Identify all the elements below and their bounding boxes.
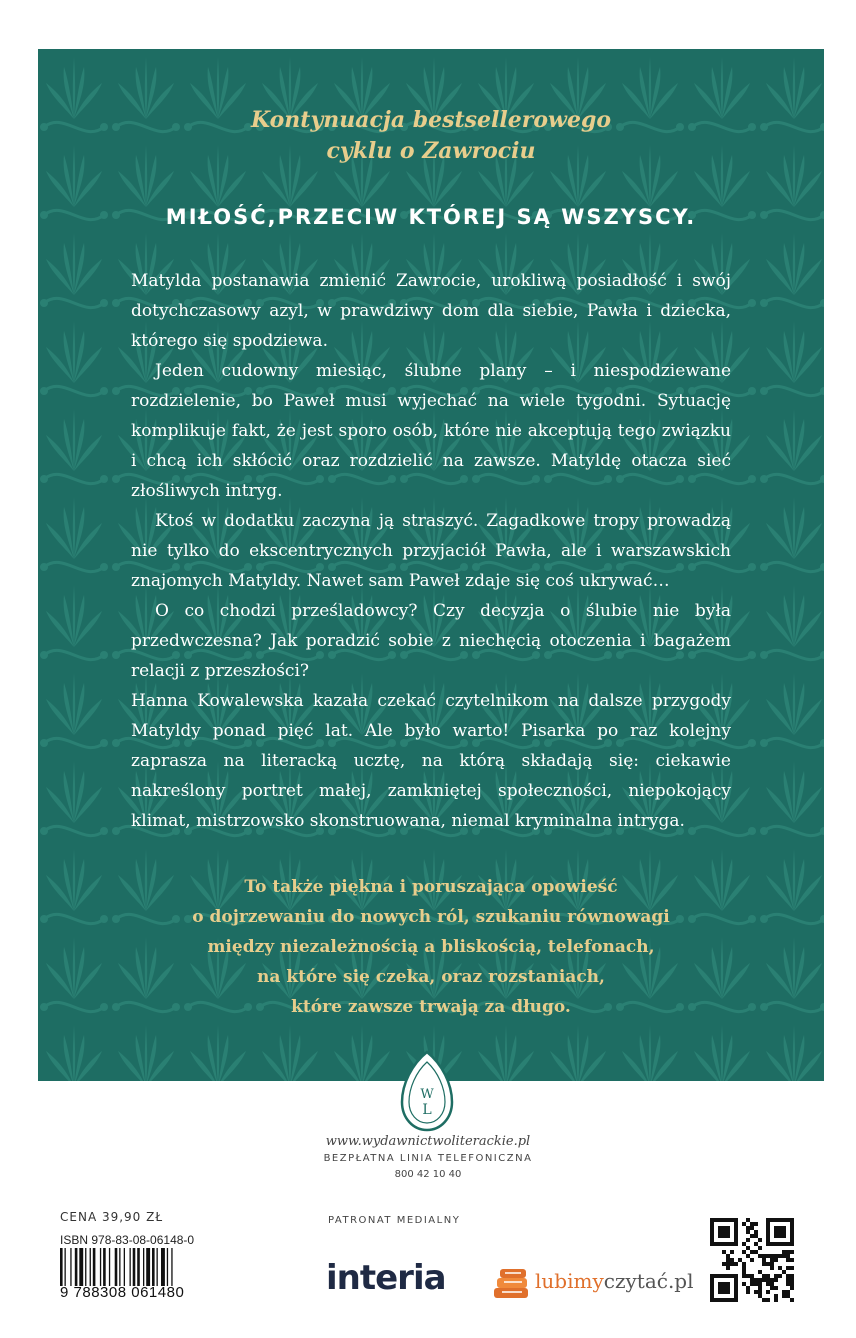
- synopsis-paragraph-2: Jeden cudowny miesiąc, ślubne plany – i niespodziewane rozdzielenie, bo Paweł musi wyjechać na wiele tygodni. Sytuację komplikuje fakt, że jest sporo osób, które nie akceptują tego związku i chcą ich skłócić oraz rozdzielić na zawsze. Matyldę otacza sieć złośliwych intryg.: [131, 361, 731, 501]
- synopsis: [131, 266, 731, 686]
- barcode-digits: 9 788308 061480: [60, 1284, 185, 1301]
- czytac-text: czytać.pl: [603, 1269, 694, 1293]
- cover-panel: [38, 49, 824, 1081]
- isbn-label: ISBN 978-83-08-06148-0: [60, 1233, 195, 1247]
- lubimyczytac-logo: [535, 1269, 694, 1293]
- interia-logo: [326, 1258, 446, 1298]
- synopsis-paragraph-1: Matylda postanawia zmienić Zawrocie, urokliwą posiadłość i swój dotychczasowy azyl, w prawdziwy dom dla siebie, Pawła i dziecka, którego się spodziewa.: [131, 271, 731, 351]
- wl-publisher-logo-icon: [398, 1050, 456, 1132]
- tagline-line-2: cyklu o Zawrociu: [326, 138, 536, 164]
- closing-line-1: To także piękna i poruszająca opowieść: [244, 877, 618, 897]
- qr-code-icon[interactable]: [710, 1218, 794, 1302]
- hotline-label: BEZPŁATNA LINIA TELEFONICZNA: [323, 1153, 533, 1164]
- svg-text:W: W: [420, 1087, 434, 1102]
- author-paragraph: Hanna Kowalewska kazała czekać czytelnikom na dalsze przygody Matyldy ponad pięć lat. Ale było warto! Pisarka po raz kolejny zaprasza na literacką ucztę, na którą składają się: ciekawie nakreślony portret małej, zamkniętej społeczności, niepokojący klimat, mistrzowsko skonstruowana, niemal kryminalna intryga.: [131, 691, 731, 831]
- author-note: [131, 686, 731, 836]
- closing-line-5: które zawsze trwają za długo.: [291, 997, 571, 1017]
- synopsis-paragraph-4: O co chodzi prześladowcy? Czy decyzja o ślubie nie była przedwczesna? Jak poradzić sobie z niechęcią otoczenia i bagażem relacji z przeszłości?: [131, 601, 731, 681]
- price-label: CENA 39,90 ZŁ: [60, 1210, 164, 1224]
- slogan: MIŁOŚĆ,PRZECIW KTÓREJ SĄ WSZYSCY.: [165, 205, 697, 229]
- closing-line-3: między niezależnością a bliskością, telefonach,: [207, 937, 655, 957]
- books-stack-icon: [492, 1266, 532, 1302]
- closing-line-2: o dojrzewaniu do nowych ról, szukaniu równowagi: [192, 907, 670, 927]
- synopsis-paragraph-3: Ktoś w dodatku zaczyna ją straszyć. Zagadkowe tropy prowadzą nie tylko do ekscentrycznych przyjaciół Pawła, ale i warszawskich znajomych Matyldy. Nawet sam Paweł zdaje się coś ukrywać…: [131, 511, 731, 591]
- closing-line-4: na które się czeka, oraz rozstaniach,: [257, 967, 605, 987]
- publisher-website[interactable]: www.wydawnictwoliterackie.pl: [325, 1134, 531, 1149]
- hotline-phone: 800 42 10 40: [394, 1169, 462, 1180]
- barcode-icon: [58, 1248, 228, 1286]
- tagline-line-1: Kontynuacja bestsellerowego: [250, 107, 612, 133]
- interia-logo-text: interia: [326, 1258, 446, 1298]
- lubimy-text: lubimy: [535, 1269, 604, 1293]
- closing-statement: [38, 872, 824, 1022]
- svg-text:L: L: [422, 1102, 432, 1118]
- media-patronage-label: PATRONAT MEDIALNY: [328, 1215, 461, 1226]
